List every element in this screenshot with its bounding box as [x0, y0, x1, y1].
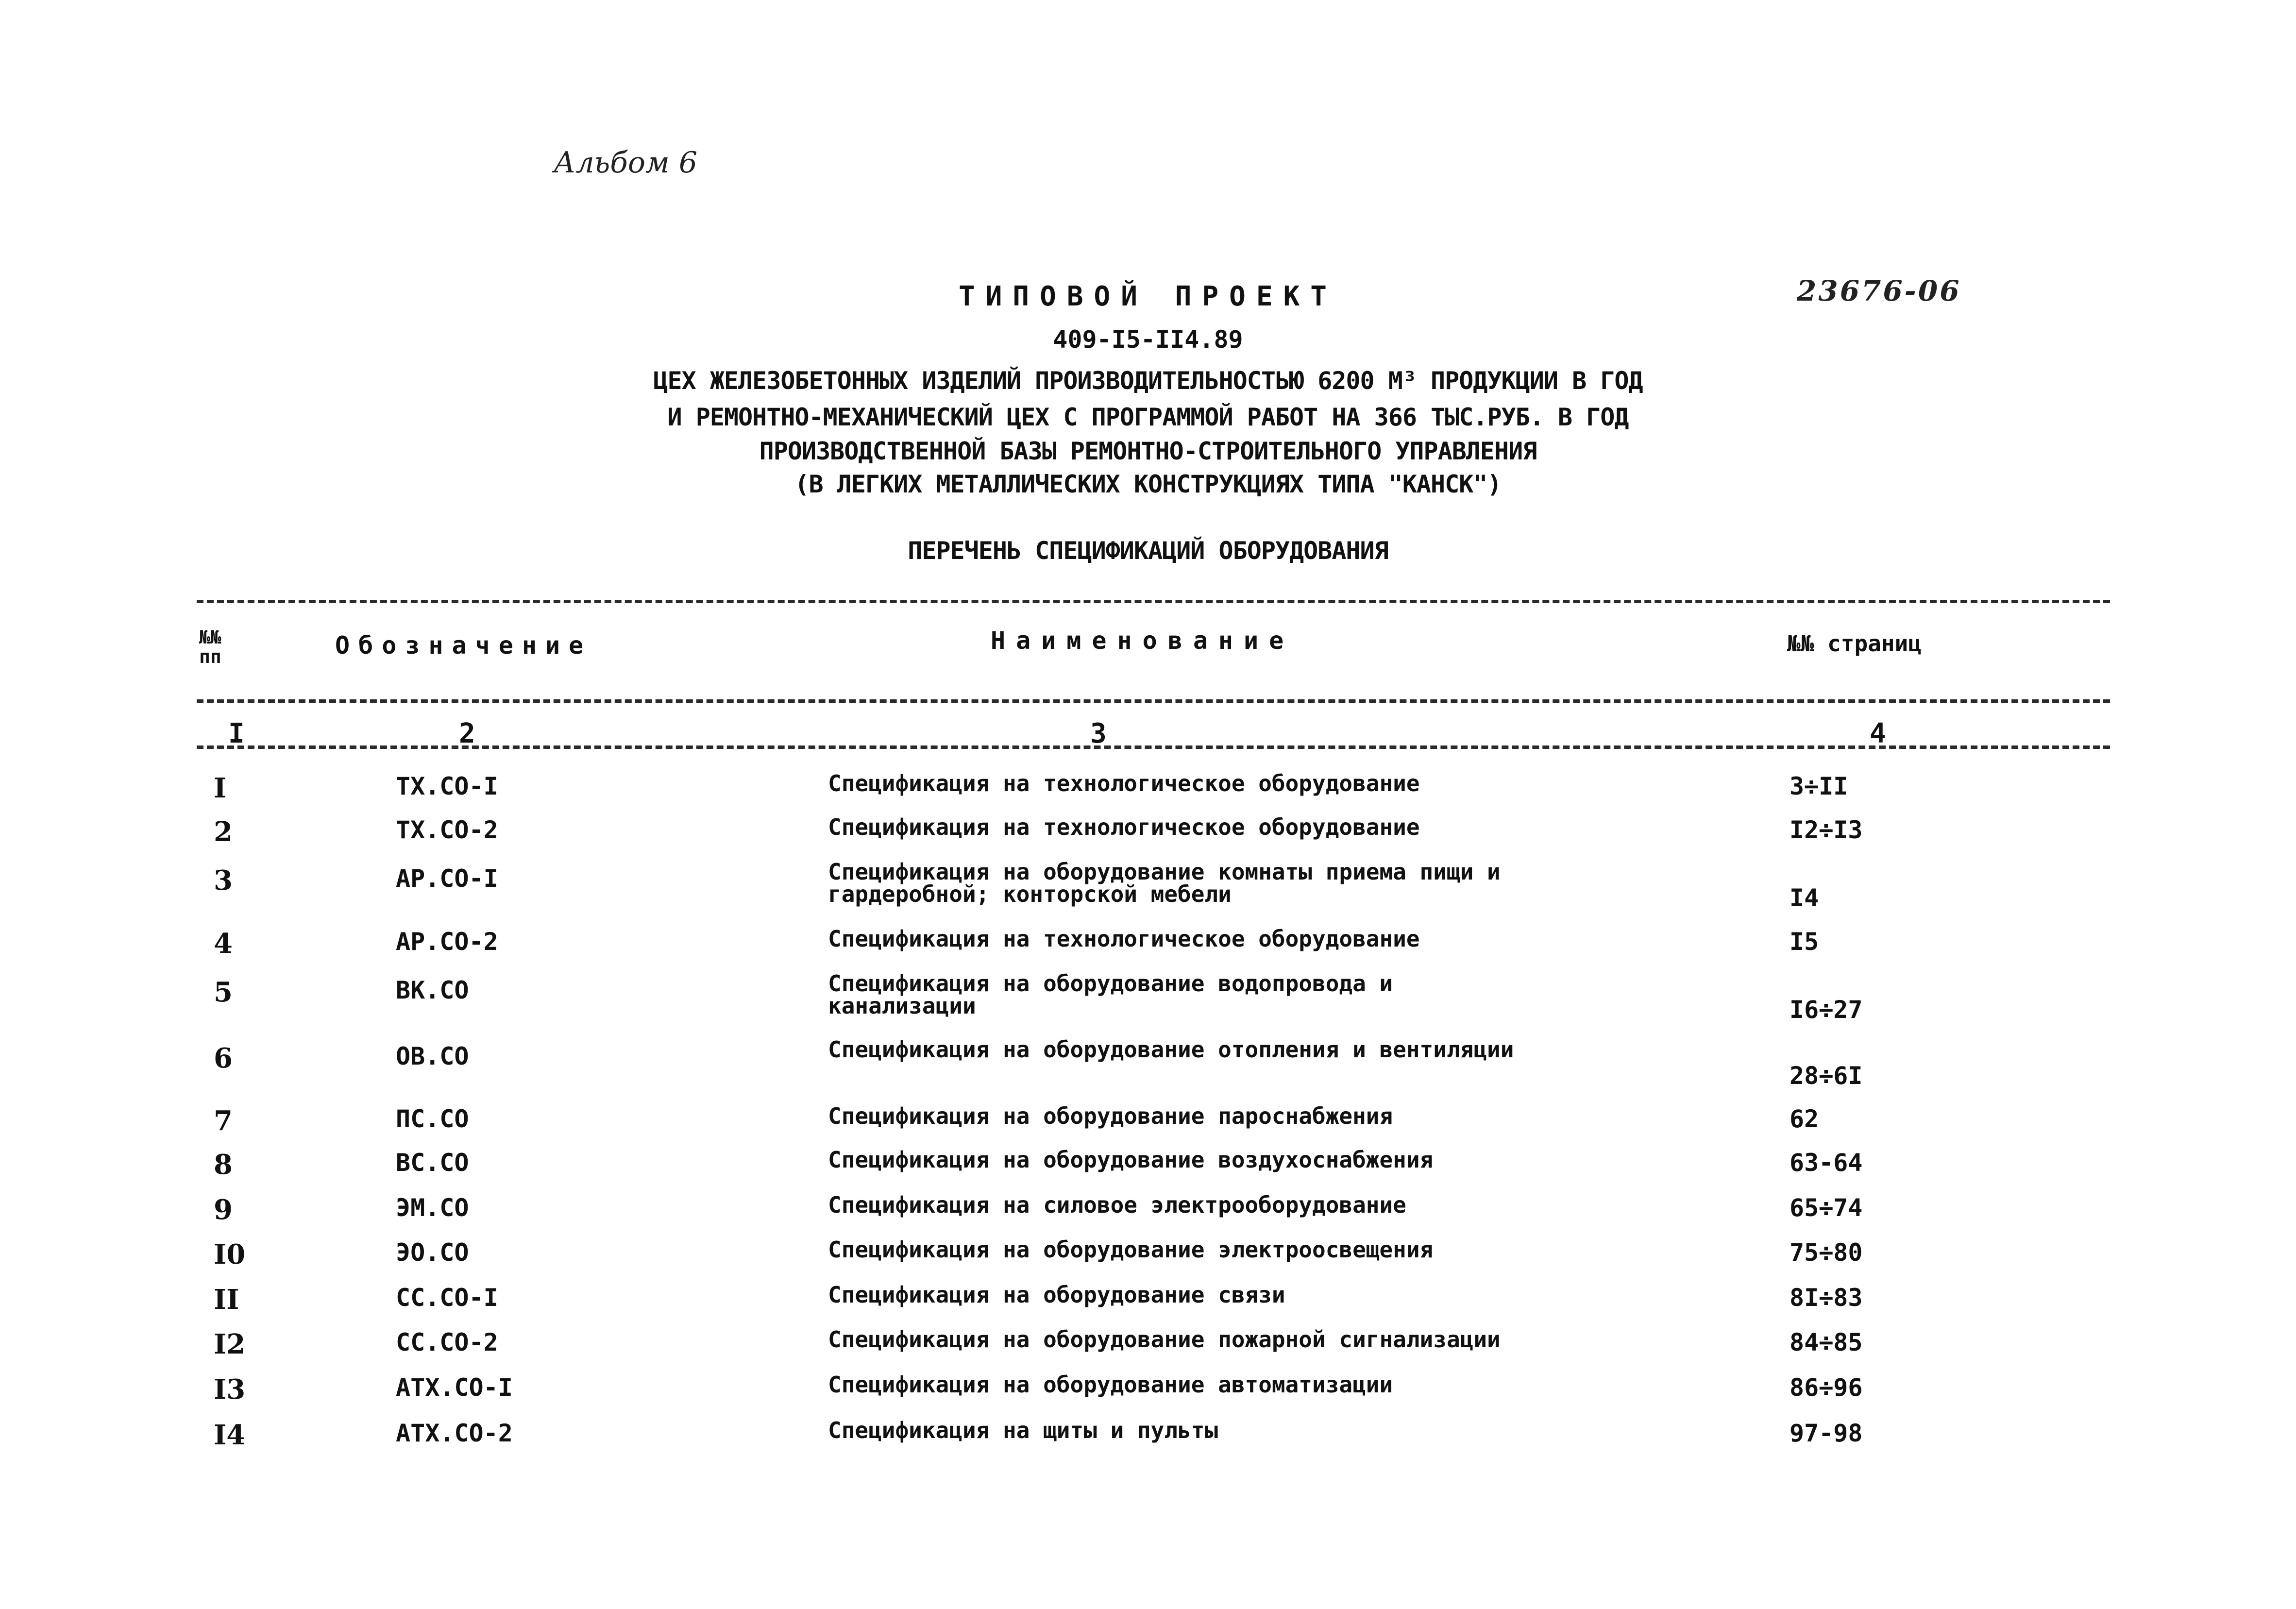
row-code: АТХ.СО-2: [396, 1419, 513, 1447]
row-code: ТХ.СО-2: [396, 816, 498, 844]
row-num: 7: [214, 1105, 233, 1137]
title-line-1: ЦЕХ ЖЕЛЕЗОБЕТОННЫХ ИЗДЕЛИЙ ПРОИЗВОДИТЕЛЬНОСТЬЮ 6200 М³ ПРОДУКЦИИ В ГОД: [653, 367, 1643, 395]
row-name: Спецификация на оборудование связи: [828, 1282, 1285, 1308]
row-code: ВС.СО: [396, 1149, 469, 1177]
header-divider: [197, 699, 2110, 703]
row-num: 5: [214, 976, 233, 1008]
row-code: СС.СО-2: [396, 1328, 498, 1356]
title-line-3: ПРОИЗВОДСТВЕННОЙ БАЗЫ РЕМОНТНО-СТРОИТЕЛЬНОГО УПРАВЛЕНИЯ: [759, 437, 1537, 465]
header-pages: №№ страниц: [1787, 630, 1922, 657]
table-top-divider: [197, 600, 2110, 603]
header-code: Обозначение: [335, 631, 592, 660]
row-pages: 84÷85: [1790, 1328, 1863, 1356]
row-num: I: [214, 772, 227, 804]
row-pages: 3÷II: [1790, 772, 1848, 800]
row-name: Спецификация на оборудование комнаты приема пищи и гардеробной; конторской мебели: [828, 859, 1501, 907]
row-num: I0: [214, 1238, 246, 1270]
row-code: ПС.СО: [396, 1105, 469, 1133]
album-handwritten-note: Альбом 6: [554, 146, 698, 180]
row-code: СС.СО-I: [396, 1284, 498, 1312]
project-label: ТИПОВОЙ ПРОЕКТ: [958, 281, 1337, 312]
row-pages: 8I÷83: [1790, 1284, 1863, 1312]
row-code: АР.СО-I: [396, 864, 498, 893]
row-name: Спецификация на оборудование отопления и вентиляции: [828, 1036, 1514, 1063]
row-num: 2: [214, 816, 233, 848]
document-number-handwritten: 23676-06: [1797, 274, 1961, 307]
row-pages: 63-64: [1790, 1149, 1863, 1177]
row-num: I3: [214, 1373, 246, 1406]
row-pages: 28÷6I: [1790, 1062, 1863, 1090]
row-name: Спецификация на оборудование автоматизации: [828, 1372, 1393, 1398]
row-num: 8: [214, 1149, 233, 1181]
row-name: Спецификация на оборудование воздухоснабжения: [828, 1147, 1434, 1173]
column-number-4: 4: [1870, 718, 1886, 749]
row-pages: 86÷96: [1790, 1373, 1863, 1402]
column-number-3: 3: [1090, 718, 1107, 749]
row-code: ЭО.СО: [396, 1238, 469, 1267]
row-code: АТХ.СО-I: [396, 1373, 513, 1402]
row-name: Спецификация на оборудование электроосвещения: [828, 1236, 1434, 1263]
list-title: ПЕРЕЧЕНЬ СПЕЦИФИКАЦИЙ ОБОРУДОВАНИЯ: [908, 537, 1388, 565]
row-code: ТХ.СО-I: [396, 772, 498, 800]
row-name: Спецификация на оборудование пароснабжения: [828, 1103, 1393, 1129]
row-pages: I4: [1790, 884, 1819, 912]
row-name: Спецификация на технологическое оборудование: [828, 770, 1420, 796]
row-pages: 62: [1790, 1105, 1819, 1133]
header-name: Наименование: [991, 627, 1295, 655]
row-name: Спецификация на оборудование пожарной сигнализации: [828, 1326, 1501, 1353]
row-num: 4: [214, 928, 233, 960]
row-pages: 75÷80: [1790, 1238, 1863, 1267]
column-number-2: 2: [459, 718, 475, 749]
row-num: I2: [214, 1328, 246, 1360]
row-pages: 65÷74: [1790, 1194, 1863, 1222]
row-pages: I5: [1790, 928, 1819, 956]
row-pages: I2÷I3: [1790, 816, 1863, 844]
row-num: II: [214, 1284, 239, 1316]
row-num: 6: [214, 1042, 233, 1074]
title-line-4: (В ЛЕГКИХ МЕТАЛЛИЧЕСКИХ КОНСТРУКЦИЯХ ТИПА "КАНСК"): [794, 470, 1502, 498]
row-num: 9: [214, 1194, 233, 1226]
column-numbers-divider: [197, 745, 2110, 749]
row-num: 3: [214, 864, 233, 897]
row-code: ВК.СО: [396, 976, 469, 1004]
row-code: ОВ.СО: [396, 1042, 469, 1070]
row-pages: I6÷27: [1790, 996, 1863, 1024]
row-num: I4: [214, 1419, 246, 1451]
row-pages: 97-98: [1790, 1419, 1863, 1447]
row-name: Спецификация на силовое электрооборудование: [828, 1192, 1406, 1218]
project-number: 409-I5-II4.89: [1053, 325, 1243, 354]
row-code: АР.СО-2: [396, 928, 498, 956]
header-num: №№ пп: [199, 627, 221, 667]
column-number-1: I: [228, 718, 245, 749]
row-name: Спецификация на технологическое оборудование: [828, 926, 1420, 952]
row-name: Спецификация на оборудование водопровода и канализации: [828, 970, 1393, 1019]
row-code: ЭМ.СО: [396, 1194, 469, 1222]
row-name: Спецификация на технологическое оборудование: [828, 814, 1420, 840]
row-name: Спецификация на щиты и пульты: [828, 1417, 1218, 1443]
title-line-2: И РЕМОНТНО-МЕХАНИЧЕСКИЙ ЦЕХ С ПРОГРАММОЙ РАБОТ НА 366 ТЫС.РУБ. В ГОД: [667, 403, 1629, 431]
